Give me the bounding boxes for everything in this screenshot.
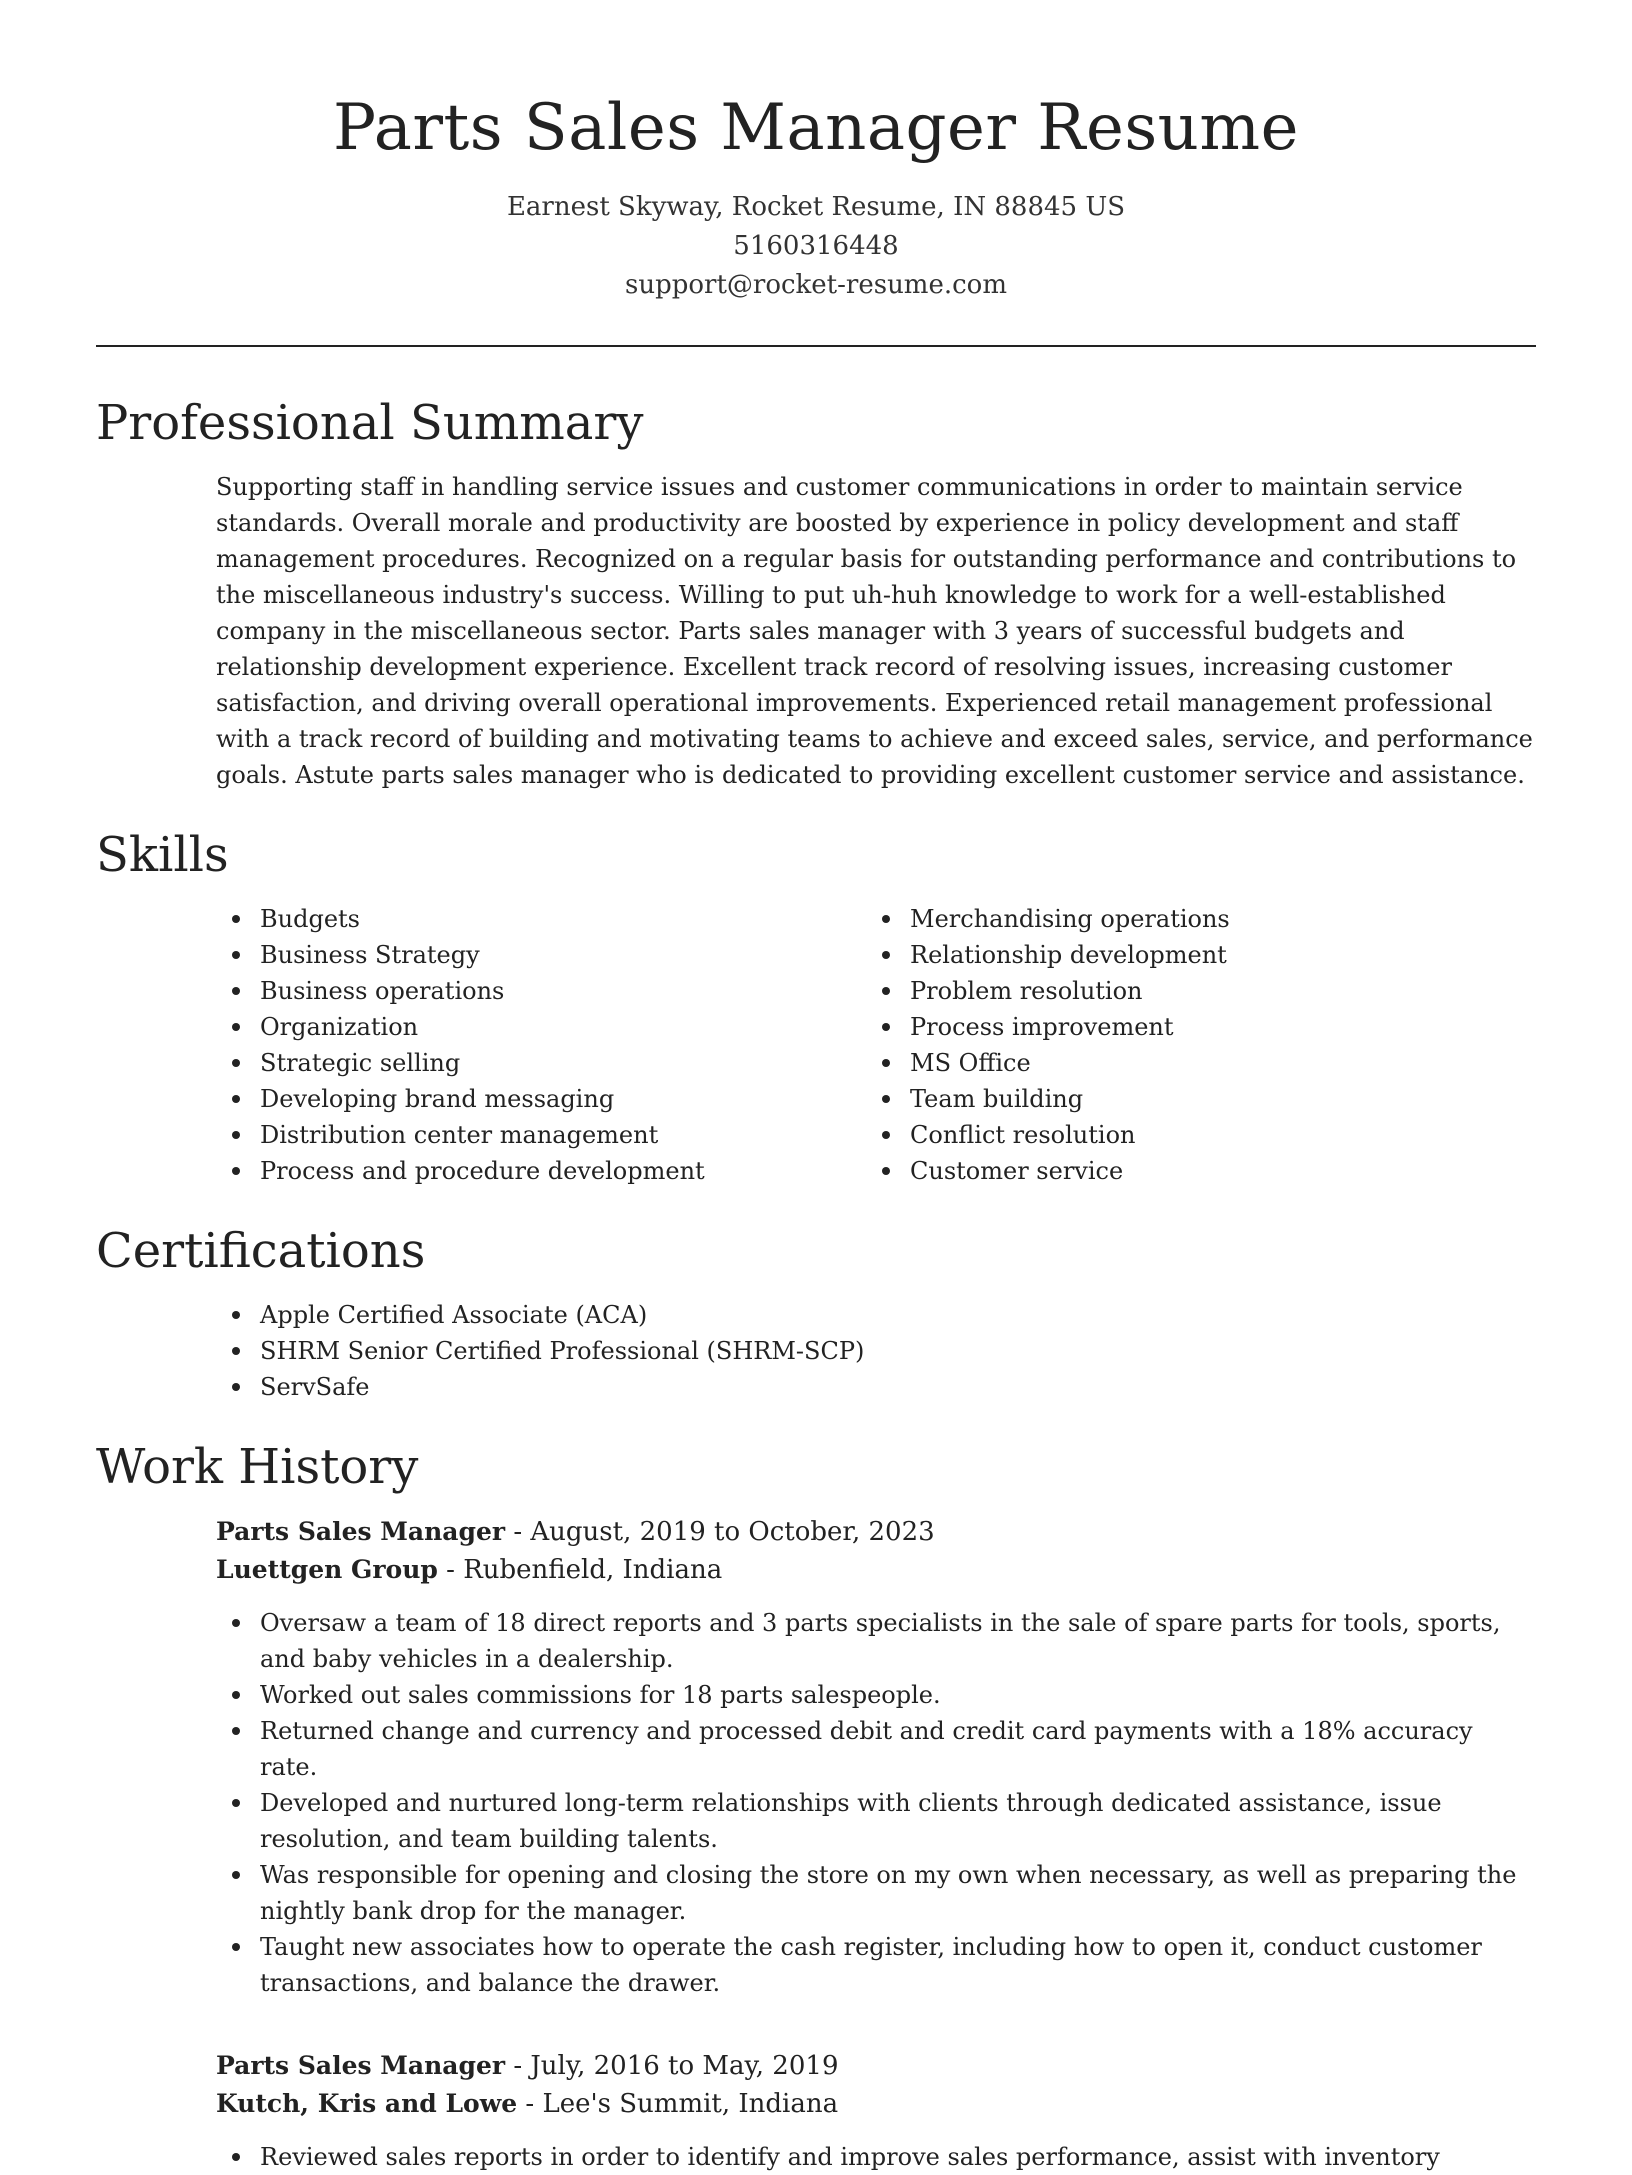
skill-item: Business Strategy xyxy=(216,937,866,973)
skills-grid xyxy=(216,901,1536,1189)
page-title: Parts Sales Manager Resume xyxy=(333,91,1299,165)
job-title: Parts Sales Manager xyxy=(216,2051,506,2080)
summary-text: Supporting staff in handling service issues and customer communications in order to maintain service standards. Overall morale and productivity are boosted by experience in policy development and staff management procedures. Recognized on a regular basis for outstanding performance and contributions to the miscellaneous industry's success. Willing to put uh-huh knowledge to work for a well-established company in the miscellaneous sector. Parts sales manager with 3 years of successful budgets and relationship development experience. Excellent track record of resolving issues, increasing customer satisfaction, and driving overall operational improvements. Experienced retail management professional with a track record of building and motivating teams to achieve and exceed sales, service, and performance goals. Astute parts sales manager who is dedicated to providing excellent customer service and assistance. xyxy=(216,473,1533,789)
skill-item: Strategic selling xyxy=(216,1045,866,1081)
contact-phone: 5160316448 xyxy=(733,231,899,261)
job-company: Luettgen Group xyxy=(216,1555,438,1584)
job-entry xyxy=(216,1513,1536,2001)
skills-section xyxy=(96,823,1536,1189)
summary-heading: Professional Summary xyxy=(96,395,644,451)
job-title-line xyxy=(216,1513,1536,1551)
job-bullet: Reviewed sales reports in order to identify and improve sales performance, assist with inventory xyxy=(216,2139,1536,2175)
job-location: - Rubenfield, Indiana xyxy=(437,1555,723,1585)
resume-header xyxy=(96,0,1536,305)
header-divider xyxy=(96,345,1536,347)
skills-heading: Skills xyxy=(96,827,229,883)
job-title-line xyxy=(216,2047,1536,2085)
job-company-line xyxy=(216,1551,1536,1589)
skill-item: Developing brand messaging xyxy=(216,1081,866,1117)
job-bullet: Developed and nurtured long-term relationships with clients through dedicated assistance, issue resolution, and team building talents. xyxy=(216,1785,1536,1857)
certification-item: SHRM Senior Certified Professional (SHRM-SCP) xyxy=(216,1333,1536,1369)
resume-page xyxy=(96,0,1536,2171)
skill-item: Organization xyxy=(216,1009,866,1045)
skill-item: Budgets xyxy=(216,901,866,937)
skill-item: Team building xyxy=(866,1081,1516,1117)
job-dates: - July, 2016 to May, 2019 xyxy=(505,2051,839,2081)
job-bullet: Taught new associates how to operate the cash register, including how to open it, conduct customer transactions, and balance the drawer. xyxy=(216,1929,1536,2001)
job-bullet: Was responsible for opening and closing the store on my own when necessary, as well as preparing the nightly bank drop for the manager. xyxy=(216,1857,1536,1929)
certifications-section xyxy=(96,1219,1536,1405)
skill-item: Distribution center management xyxy=(216,1117,866,1153)
job-bullet: Worked out sales commissions for 18 parts salespeople. xyxy=(216,1677,1536,1713)
skill-item: Process and procedure development xyxy=(216,1153,866,1189)
certification-item: ServSafe xyxy=(216,1369,1536,1405)
skill-item: Business operations xyxy=(216,973,866,1009)
job-dates: - August, 2019 to October, 2023 xyxy=(505,1517,935,1547)
skill-item: Customer service xyxy=(866,1153,1516,1189)
certifications-list xyxy=(216,1297,1536,1405)
contact-address: Earnest Skyway, Rocket Resume, IN 88845 US xyxy=(506,192,1126,222)
job-bullet: Oversaw a team of 18 direct reports and 3 parts specialists in the sale of spare parts for tools, sports, and baby vehicles in a dealership. xyxy=(216,1605,1536,1677)
work-history-heading: Work History xyxy=(96,1439,419,1495)
job-bullet-list xyxy=(216,2139,1536,2175)
skills-column-left xyxy=(216,901,866,1189)
certification-item: Apple Certified Associate (ACA) xyxy=(216,1297,1536,1333)
skills-column-right xyxy=(866,901,1516,1189)
job-entry xyxy=(216,2047,1536,2175)
contact-info xyxy=(96,188,1536,305)
work-history-section xyxy=(96,1435,1536,2175)
skill-item: Conflict resolution xyxy=(866,1117,1516,1153)
skill-item: Process improvement xyxy=(866,1009,1516,1045)
job-location: - Lee's Summit, Indiana xyxy=(517,2089,839,2119)
job-title: Parts Sales Manager xyxy=(216,1517,506,1546)
skill-item: MS Office xyxy=(866,1045,1516,1081)
summary-section xyxy=(96,391,1536,793)
contact-email: support@rocket-resume.com xyxy=(624,270,1007,300)
job-bullet: Returned change and currency and processed debit and credit card payments with a 18% accuracy rate. xyxy=(216,1713,1536,1785)
skill-item: Merchandising operations xyxy=(866,901,1516,937)
job-bullet-list xyxy=(216,1605,1536,2001)
skill-item: Problem resolution xyxy=(866,973,1516,1009)
job-company-line xyxy=(216,2085,1536,2123)
job-company: Kutch, Kris and Lowe xyxy=(216,2089,518,2118)
certifications-heading: Certifications xyxy=(96,1223,426,1279)
skill-item: Relationship development xyxy=(866,937,1516,973)
